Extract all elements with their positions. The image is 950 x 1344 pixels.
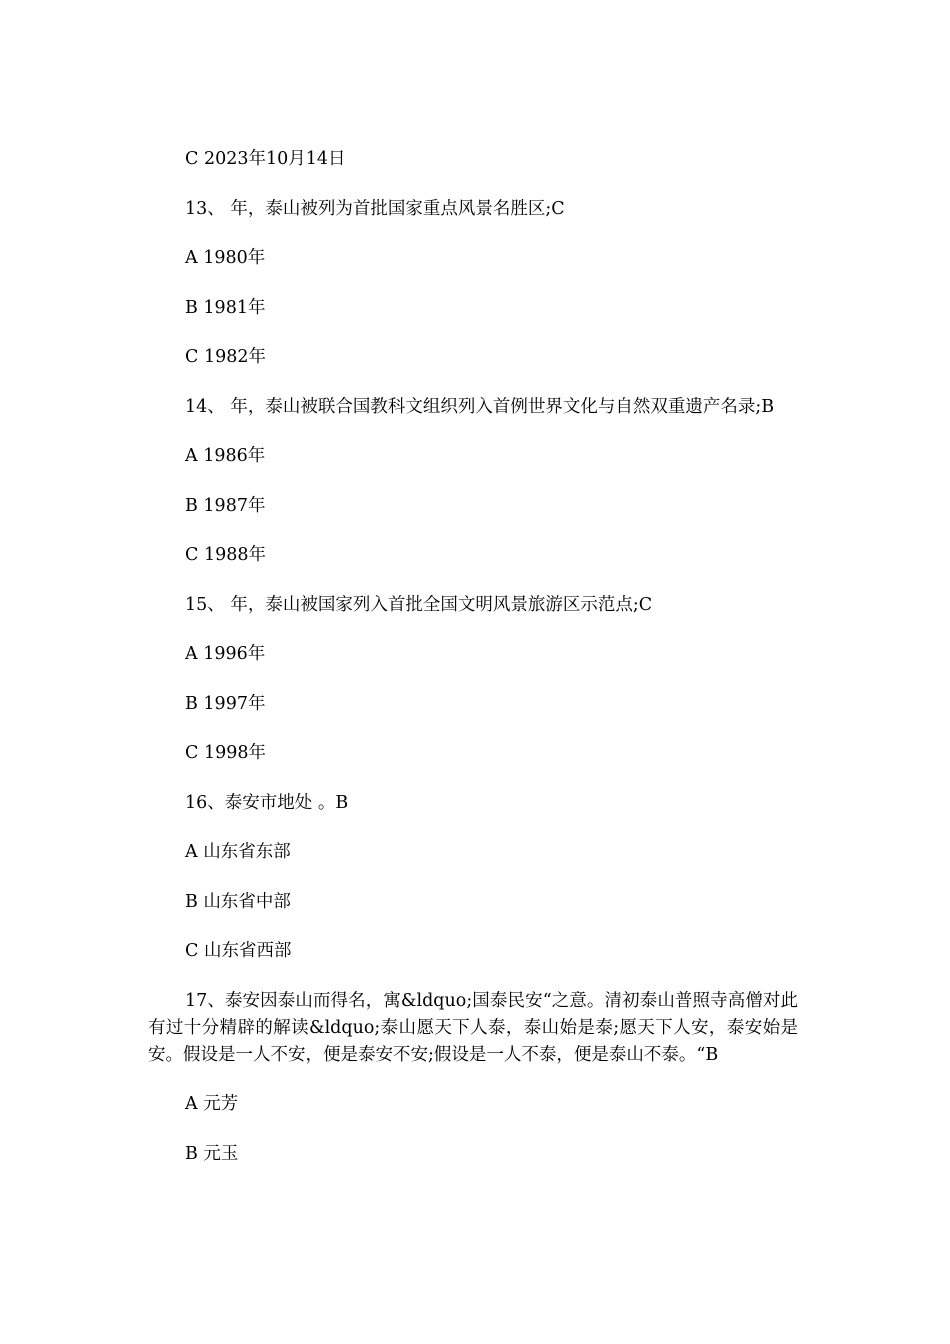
answer-option: A 山东省东部 [185,842,291,862]
question-17: 17、泰安因泰山而得名，寓&ldquo;国泰民安“之意。清初泰山普照寺高僧对此有过十分精辟的解读&ldquo;泰山愿天下人泰，泰山始是泰;愿天下人安，泰安始是安。假设是一人不安，便是泰安不安;假设是一人不泰，便是泰山不泰。“B [148,990,798,1065]
answer-option: A 元芳 [185,1094,239,1114]
question-16: 16、泰安市地处 。B [185,792,349,813]
question-15: 15、 年，泰山被国家列入首批全国文明风景旅游区示范点;C [185,594,653,615]
answer-option: C 1998年 [185,743,266,763]
question-13: 13、 年，泰山被列为首批国家重点风景名胜区;C [185,198,565,219]
answer-option: B 1981年 [185,297,266,318]
answer-option: A 1980年 [185,248,266,268]
answer-option: C 1988年 [185,545,266,565]
question-14: 14、 年，泰山被联合国教科文组织列入首例世界文化与自然双重遗产名录;B [185,396,775,417]
answer-option: B 1997年 [185,693,266,714]
answer-option: A 1996年 [185,644,266,664]
answer-option: B 1987年 [185,495,266,516]
answer-option: C 山东省西部 [185,941,292,961]
answer-option: A 1986年 [185,446,266,466]
answer-option: C 1982年 [185,347,266,367]
answer-option: B 山东省中部 [185,891,291,912]
answer-option: C 2023年10月14日 [185,149,346,169]
document-body [148,146,798,1190]
answer-option: B 元玉 [185,1143,239,1164]
